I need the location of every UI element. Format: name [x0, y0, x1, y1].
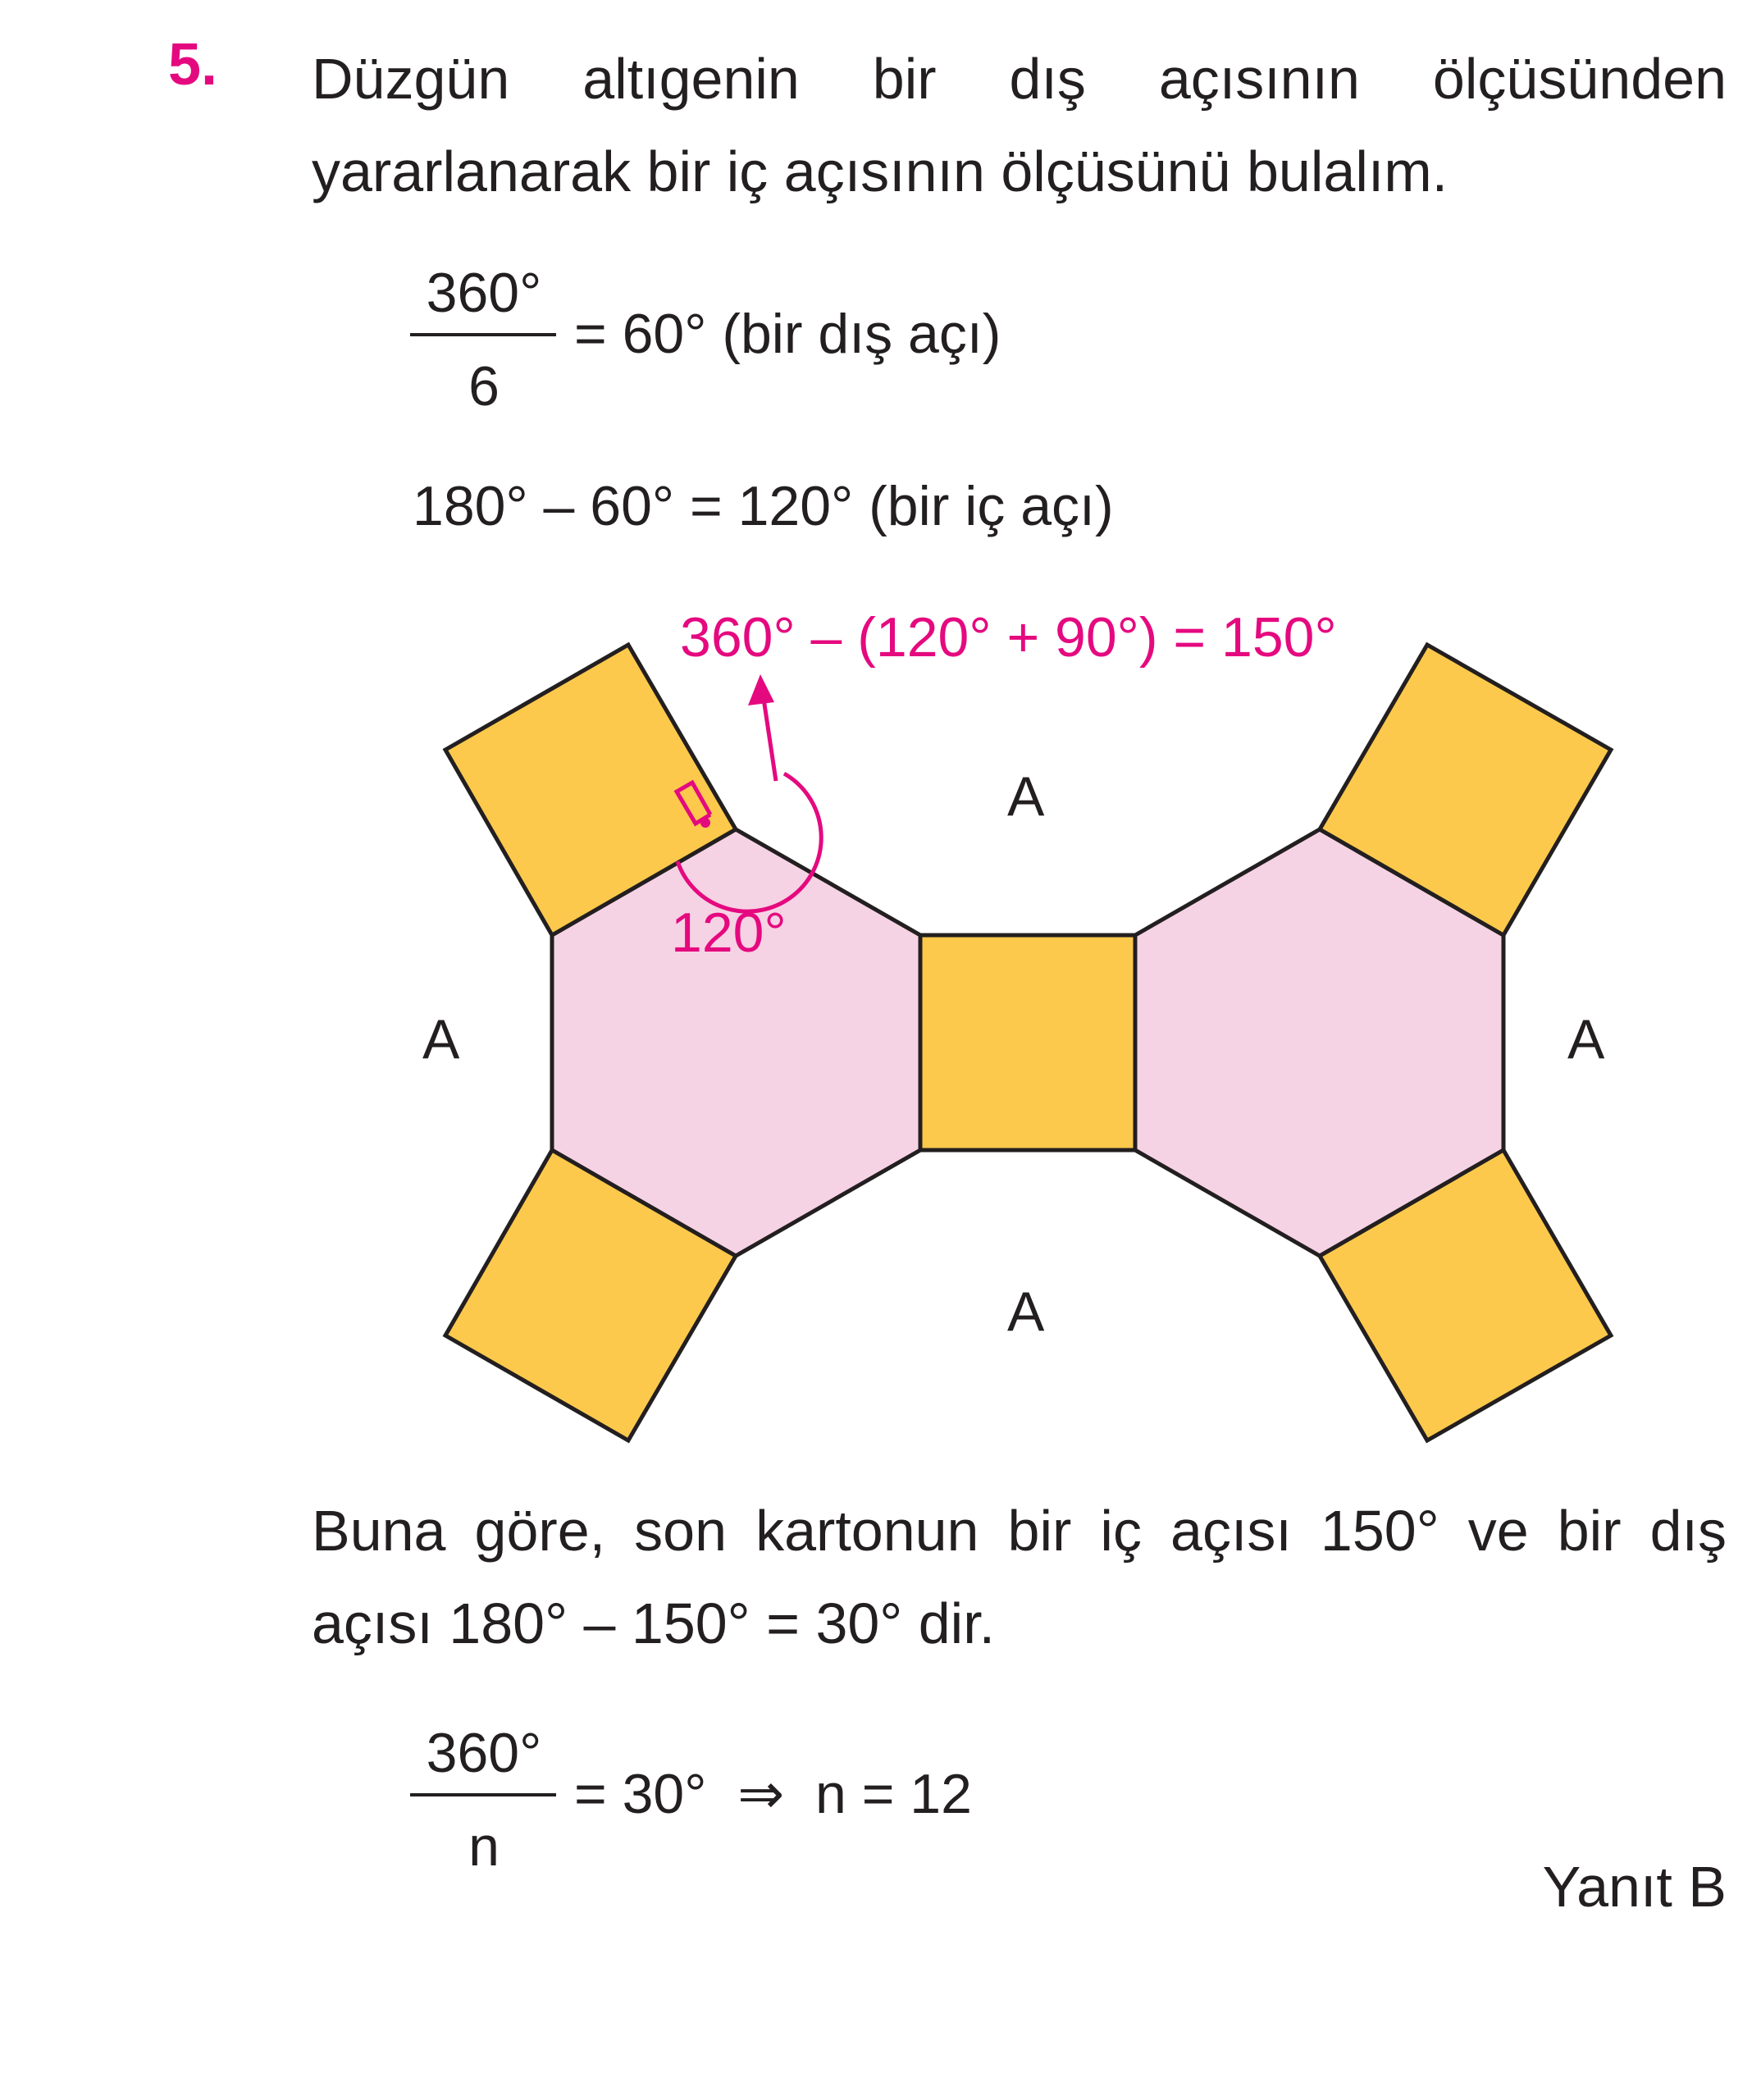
annotation-arrow [763, 693, 776, 781]
answer-label: Yanıt B [1542, 1855, 1727, 1919]
region-label-top: A [1007, 765, 1045, 828]
region-label-bottom: A [1007, 1281, 1045, 1343]
arrow-head-icon [748, 674, 774, 705]
question-number: 5. [168, 32, 218, 98]
step2-equation: 180° – 60° = 120° (bir iç açı) [413, 475, 1114, 537]
region-label-left: A [422, 1008, 460, 1071]
right-angle-dot [700, 818, 710, 828]
step3-result: = 30° ⇒ n = 12 [574, 1763, 972, 1825]
step1-denominator: 6 [468, 355, 500, 418]
figure-annotation: 360° – (120° + 90°) = 150° [680, 606, 1337, 669]
step1-result: = 60° (bir dış açı) [574, 303, 1001, 365]
question-intro-text: Düzgün altıgenin bir dış açısının ölçüsünden yararlanarak bir iç açısının ölçüsünü bulalım. [312, 47, 1727, 203]
step3-numerator: 360° [426, 1722, 542, 1784]
step3-fraction-bar [410, 1793, 556, 1796]
region-label-right: A [1567, 1008, 1605, 1071]
conclusion-text: Buna göre, son kartonun bir iç açısı 150° ve bir dış açısı 180° – 150° = 30° dir. [312, 1499, 1727, 1655]
step3-denominator: n [468, 1815, 500, 1878]
step1-numerator: 360° [426, 262, 542, 324]
figure-angle-label: 120° [671, 902, 787, 964]
center-square [920, 935, 1135, 1150]
